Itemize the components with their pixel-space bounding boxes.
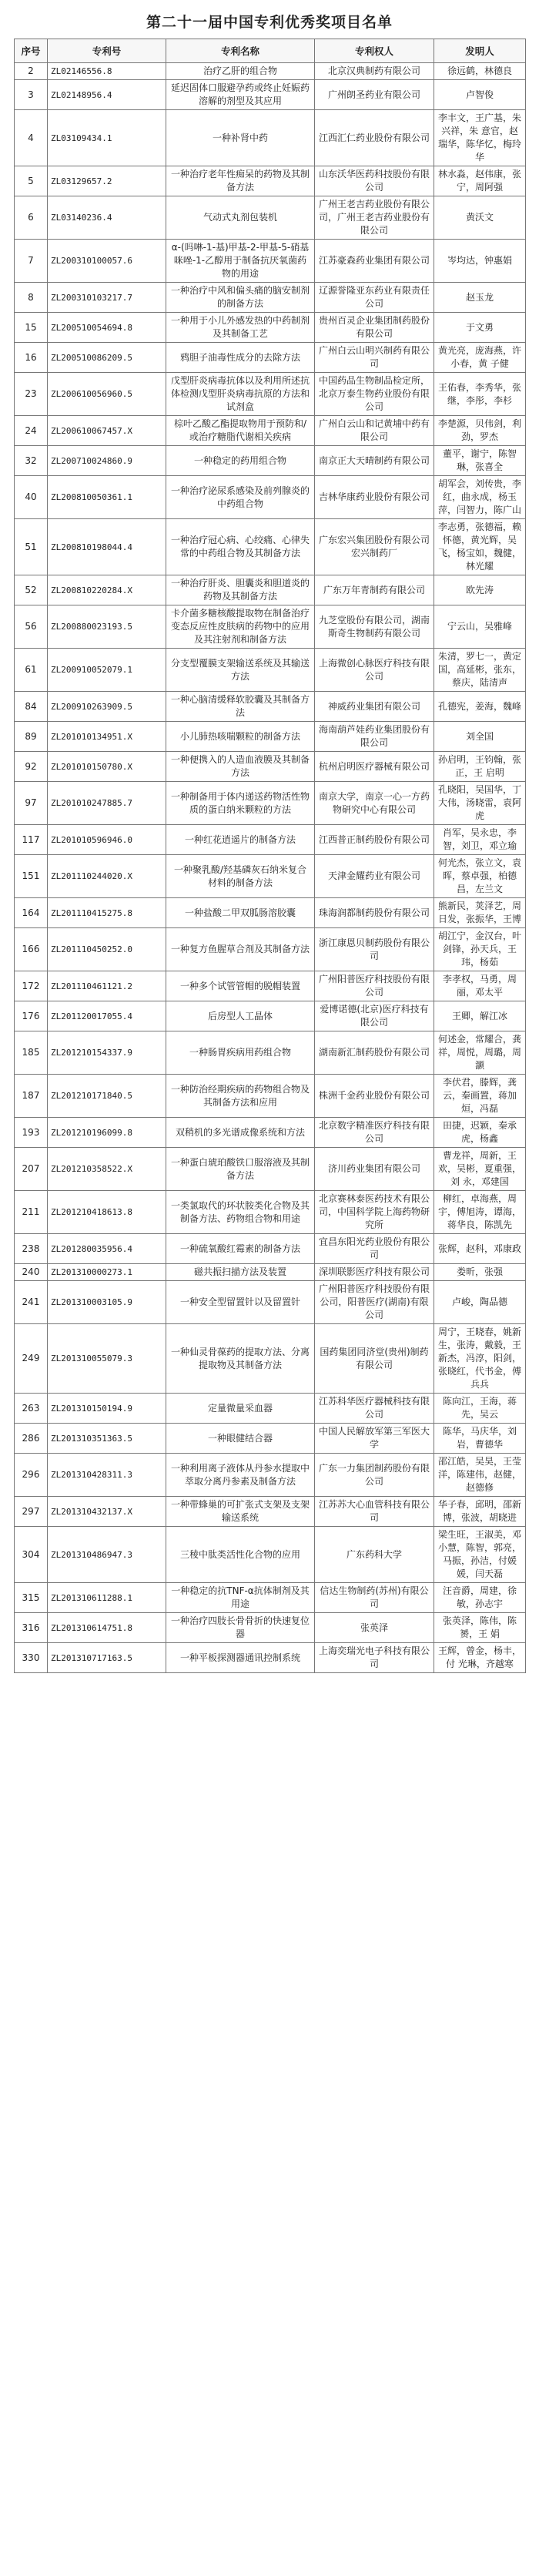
table-row — [15, 446, 526, 476]
cell-patent-name: 气动式丸剂包装机 — [166, 196, 315, 240]
table-row — [15, 110, 526, 166]
cell-inventor: 黄沃文 — [434, 196, 526, 240]
cell-patent-name: 一种聚乳酸/羟基磷灰石纳米复合材料的制备方法 — [166, 855, 315, 898]
cell-serial: 187 — [15, 1075, 48, 1118]
cell-inventor: 刘全国 — [434, 722, 526, 752]
cell-serial: 249 — [15, 1324, 48, 1394]
table-row — [15, 1394, 526, 1424]
cell-patent-name: 一种治疗冠心病、心绞痛、心律失常的中药组合物及其制备方法 — [166, 519, 315, 575]
cell-serial: 84 — [15, 692, 48, 722]
cell-inventor: 何光杰，张立文，袁晖，蔡卓强，柏德昌，左兰文 — [434, 855, 526, 898]
cell-serial: 286 — [15, 1424, 48, 1454]
cell-patent-number: ZL200310103217.7 — [48, 283, 166, 313]
table-row — [15, 1264, 526, 1281]
cell-patent-number: ZL201110415275.8 — [48, 898, 166, 928]
cell-patent-name: 鸦胆子油毒性成分的去除方法 — [166, 343, 315, 373]
table-row — [15, 1001, 526, 1031]
table-body — [15, 63, 526, 1673]
cell-patent-number: ZL201310717163.5 — [48, 1643, 166, 1673]
cell-inventor: 王辉，曾金，杨丰，付 光琳，齐越寒 — [434, 1643, 526, 1673]
cell-patentee: 株洲千金药业股份有限公司 — [315, 1075, 434, 1118]
cell-patent-name: 一种稳定的药用组合物 — [166, 446, 315, 476]
cell-patent-number: ZL201010150780.X — [48, 752, 166, 782]
cell-serial: 97 — [15, 782, 48, 825]
cell-patentee: 广州阳普医疗科技股份有限公司 — [315, 971, 434, 1001]
cell-serial: 117 — [15, 825, 48, 855]
cell-patent-number: ZL201280035956.4 — [48, 1234, 166, 1264]
table-row — [15, 1527, 526, 1583]
table-row — [15, 1148, 526, 1191]
cell-patentee: 九芝堂股份有限公司，湖南斯奇生物制药有限公司 — [315, 605, 434, 649]
cell-patent-number: ZL201310055079.3 — [48, 1324, 166, 1394]
cell-patent-number: ZL201310003105.9 — [48, 1281, 166, 1324]
cell-patent-number: ZL02148956.4 — [48, 80, 166, 110]
cell-patent-name: 一种心脑清缓释软胶囊及其制备方法 — [166, 692, 315, 722]
table-row — [15, 1324, 526, 1394]
cell-patentee: 江苏科华医疗器械科技有限公司 — [315, 1394, 434, 1424]
cell-serial: 315 — [15, 1583, 48, 1613]
table-row — [15, 166, 526, 196]
cell-patent-name: 戊型肝炎病毒抗体以及利用所述抗体检测戊型肝炎病毒抗原的方法和试剂盒 — [166, 373, 315, 416]
cell-patent-number: ZL03129657.2 — [48, 166, 166, 196]
cell-inventor: 华子春，邱明，邵新博，张波，胡晓进 — [434, 1497, 526, 1527]
cell-patent-number: ZL200310100057.6 — [48, 240, 166, 283]
cell-patent-number: ZL201210196099.8 — [48, 1118, 166, 1148]
page-title: 第二十一届中国专利优秀奖项目名单 — [146, 14, 393, 31]
cell-serial: 330 — [15, 1643, 48, 1673]
cell-patentee: 南京正大天晴制药有限公司 — [315, 446, 434, 476]
cell-serial: 24 — [15, 416, 48, 446]
table-row — [15, 752, 526, 782]
cell-patent-name: 三稜中肽类活性化合物的应用 — [166, 1527, 315, 1583]
cell-patentee: 珠海润都制药股份有限公司 — [315, 898, 434, 928]
cell-patent-number: ZL201310432137.X — [48, 1497, 166, 1527]
cell-patentee: 山东沃华医药科技股份有限公司 — [315, 166, 434, 196]
cell-patent-name: 一种复方鱼腥草合剂及其制备方法 — [166, 928, 315, 971]
cell-patentee: 爱博诺德(北京)医疗科技有限公司 — [315, 1001, 434, 1031]
cell-serial: 6 — [15, 196, 48, 240]
cell-patent-number: ZL201210171840.5 — [48, 1075, 166, 1118]
cell-serial: 166 — [15, 928, 48, 971]
cell-patent-name: 磁共振扫描方法及装置 — [166, 1264, 315, 1281]
table-row — [15, 1191, 526, 1234]
cell-inventor: 汪音爵，周建，徐敏，孙志宇 — [434, 1583, 526, 1613]
table-row — [15, 1118, 526, 1148]
cell-patent-name: 一种安全型留置针以及留置针 — [166, 1281, 315, 1324]
cell-patent-name: 一种盐酸二甲双胍肠溶胶囊 — [166, 898, 315, 928]
cell-inventor: 李丰文，王广基，朱兴祥，朱 意官，赵瑞华，陈华忆，梅玲华 — [434, 110, 526, 166]
cell-inventor: 田捷，迟颖，秦承虎，杨鑫 — [434, 1118, 526, 1148]
cell-inventor: 李孝权，马勇，周丽，邓太平 — [434, 971, 526, 1001]
table-row — [15, 825, 526, 855]
cell-patent-number: ZL200810220284.X — [48, 575, 166, 605]
cell-inventor: 黄光亮，庞海燕，许小春，黄 子健 — [434, 343, 526, 373]
cell-patentee: 张英泽 — [315, 1613, 434, 1643]
table-row — [15, 519, 526, 575]
cell-patentee: 湖南新汇制药股份有限公司 — [315, 1031, 434, 1075]
table-row — [15, 343, 526, 373]
cell-serial: 52 — [15, 575, 48, 605]
cell-inventor: 孔德宪，姜海，魏峰 — [434, 692, 526, 722]
cell-patent-name: 一种补肾中药 — [166, 110, 315, 166]
award-table — [14, 39, 526, 1673]
cell-patent-name: 一种治疗四肢长骨骨折的快速复位器 — [166, 1613, 315, 1643]
table-row — [15, 373, 526, 416]
cell-serial: 240 — [15, 1264, 48, 1281]
table-row — [15, 649, 526, 692]
table-row — [15, 313, 526, 343]
cell-patentee: 天津金耀药业有限公司 — [315, 855, 434, 898]
cell-inventor: 岑均达，钟惠娟 — [434, 240, 526, 283]
cell-inventor: 肖军，吴永忠，李智，刘卫，邓立瑜 — [434, 825, 526, 855]
cell-patent-number: ZL200810198044.4 — [48, 519, 166, 575]
cell-serial: 92 — [15, 752, 48, 782]
cell-patent-number: ZL201310351363.5 — [48, 1424, 166, 1454]
cell-serial: 40 — [15, 476, 48, 519]
table-row — [15, 855, 526, 898]
cell-patent-number: ZL201210358522.X — [48, 1148, 166, 1191]
table-row — [15, 1075, 526, 1118]
cell-serial: 211 — [15, 1191, 48, 1234]
cell-patent-name: 后房型人工晶体 — [166, 1001, 315, 1031]
cell-inventor: 柳红，卓海燕，周宇，傅旭涛，谭海，蒋华良，陈凯先 — [434, 1191, 526, 1234]
cell-patentee: 国药集团同济堂(贵州)制药有限公司 — [315, 1324, 434, 1394]
cell-patentee: 中国药品生物制品检定所，北京万泰生物药业股份有限公司 — [315, 373, 434, 416]
table-row — [15, 1234, 526, 1264]
cell-patent-name: 一种平板探测器通讯控制系统 — [166, 1643, 315, 1673]
cell-patentee: 吉林华康药业股份有限公司 — [315, 476, 434, 519]
cell-patentee: 广东药科大学 — [315, 1527, 434, 1583]
cell-patent-number: ZL201010596946.0 — [48, 825, 166, 855]
table-row — [15, 196, 526, 240]
cell-patent-name: 棕叶乙酸乙酯提取物用于预防和/或治疗糖脂代谢相关疾病 — [166, 416, 315, 446]
table-row — [15, 1643, 526, 1673]
table-row — [15, 240, 526, 283]
cell-patent-number: ZL200710024860.9 — [48, 446, 166, 476]
cell-patent-name: 一类氯取代的环状胺类化合物及其制备方法、药物组合物和用途 — [166, 1191, 315, 1234]
table-row — [15, 1613, 526, 1643]
cell-patent-name: 一种防治经期疾病的药物组合物及其制备方法和应用 — [166, 1075, 315, 1118]
cell-patentee: 南京大学，南京一心一方药物研究中心有限公司 — [315, 782, 434, 825]
cell-patent-name: 一种治疗肝炎、胆囊炎和胆道炎的药物及其制备方法 — [166, 575, 315, 605]
cell-serial: 8 — [15, 283, 48, 313]
cell-serial: 193 — [15, 1118, 48, 1148]
cell-patent-number: ZL201110244020.X — [48, 855, 166, 898]
cell-inventor: 李楚源，贝伟剑，利劲，罗杰 — [434, 416, 526, 446]
cell-patentee: 宜昌东阳光药业股份有限公司 — [315, 1234, 434, 1264]
cell-inventor: 王卿，解江冰 — [434, 1001, 526, 1031]
cell-inventor: 邵江皓，吴昊，王莹洋，陈建伟，赵健，赵德修 — [434, 1454, 526, 1497]
table-row — [15, 416, 526, 446]
cell-patentee: 广州阳普医疗科技股份有限公司，阳普医疗(湖南)有限公司 — [315, 1281, 434, 1324]
cell-patent-number: ZL201210154337.9 — [48, 1031, 166, 1075]
cell-patentee: 北京赛林泰医药技术有限公司，中国科学院上海药物研究所 — [315, 1191, 434, 1234]
cell-inventor: 宁云山，吴雅峰 — [434, 605, 526, 649]
table-row — [15, 1031, 526, 1075]
cell-inventor: 曹龙祥，周新，王 欢，吴彬，夏重强，刘 永，邓建国 — [434, 1148, 526, 1191]
cell-inventor: 徐远鹤，林德良 — [434, 63, 526, 80]
cell-patentee: 信达生物制药(苏州)有限公司 — [315, 1583, 434, 1613]
cell-patent-name: 一种肠胃疾病用药组合物 — [166, 1031, 315, 1075]
header-serial: 序号 — [15, 39, 48, 63]
cell-patent-number: ZL03109434.1 — [48, 110, 166, 166]
cell-patent-number: ZL200880023193.5 — [48, 605, 166, 649]
cell-serial: 304 — [15, 1527, 48, 1583]
cell-inventor: 娄昕，张强 — [434, 1264, 526, 1281]
cell-inventor: 卢峻，陶品德 — [434, 1281, 526, 1324]
cell-patent-name: 治疗乙肝的组合物 — [166, 63, 315, 80]
cell-patent-name: 一种蛋白琥珀酸铁口服溶液及其制备方法 — [166, 1148, 315, 1191]
cell-patent-name: 延迟固体口服避孕药或终止妊娠药溶解的剂型及其应用 — [166, 80, 315, 110]
cell-serial: 151 — [15, 855, 48, 898]
cell-patent-number: ZL200510086209.5 — [48, 343, 166, 373]
cell-patent-number: ZL201310150194.9 — [48, 1394, 166, 1424]
cell-inventor: 胡江宁，金汉台，叶剑锋，孙天兵，王玮，杨茹 — [434, 928, 526, 971]
cell-patentee: 广州朗圣药业有限公司 — [315, 80, 434, 110]
table-row — [15, 283, 526, 313]
cell-patent-number: ZL201310611288.1 — [48, 1583, 166, 1613]
cell-patentee: 济川药业集团有限公司 — [315, 1148, 434, 1191]
cell-patentee: 深圳联影医疗科技有限公司 — [315, 1264, 434, 1281]
cell-patent-number: ZL200510054694.8 — [48, 313, 166, 343]
cell-patent-name: 一种红花逍遥片的制备方法 — [166, 825, 315, 855]
cell-inventor: 孔晓阳，吴国华，丁大伟，汤晓雷，袁阿虎 — [434, 782, 526, 825]
cell-inventor: 何述金，常耀合，龚祥，周悦，周璐，周灏 — [434, 1031, 526, 1075]
cell-patentee: 北京数字精准医疗科技有限公司 — [315, 1118, 434, 1148]
cell-patentee: 中国人民解放军第三军医大学 — [315, 1424, 434, 1454]
cell-patentee: 江西汇仁药业股份有限公司 — [315, 110, 434, 166]
cell-inventor: 陈华，马庆华，刘岩，曹德华 — [434, 1424, 526, 1454]
cell-patent-number: ZL201110461121.2 — [48, 971, 166, 1001]
cell-patent-name: 一种治疗老年性痴呆的药物及其制备方法 — [166, 166, 315, 196]
cell-serial: 2 — [15, 63, 48, 80]
table-header-row — [15, 39, 526, 63]
cell-serial: 263 — [15, 1394, 48, 1424]
header-inventor: 发明人 — [434, 39, 526, 63]
cell-patent-name: 一种带蜂巢的可扩张式支架及支架输送系统 — [166, 1497, 315, 1527]
cell-patentee: 杭州启明医疗器械有限公司 — [315, 752, 434, 782]
cell-patent-number: ZL02146556.8 — [48, 63, 166, 80]
cell-patentee: 广州王老吉药业股份有限公司，广州王老吉药业股份有限公司 — [315, 196, 434, 240]
cell-serial: 207 — [15, 1148, 48, 1191]
table-row — [15, 898, 526, 928]
cell-patent-number: ZL201110450252.0 — [48, 928, 166, 971]
cell-patent-number: ZL201310486947.3 — [48, 1527, 166, 1583]
cell-serial: 89 — [15, 722, 48, 752]
cell-inventor: 董平，谢宁，陈智琳，张喜全 — [434, 446, 526, 476]
cell-serial: 61 — [15, 649, 48, 692]
cell-serial: 51 — [15, 519, 48, 575]
cell-patent-name: 分支型覆膜支架输送系统及其输送方法 — [166, 649, 315, 692]
cell-patent-number: ZL201010134951.X — [48, 722, 166, 752]
cell-serial: 238 — [15, 1234, 48, 1264]
cell-inventor: 周宁，王晓春，姚新生，张涛，戴毅，王新杰，冯淳，阳剑，张晓红，代书金，傅兵兵 — [434, 1324, 526, 1394]
table-row — [15, 722, 526, 752]
cell-patent-name: α-(吗啉-1-基)甲基-2-甲基-5-硝基咪唑-1-乙醇用于制备抗厌氧菌药物的用途 — [166, 240, 315, 283]
cell-serial: 23 — [15, 373, 48, 416]
table-row — [15, 575, 526, 605]
cell-serial: 7 — [15, 240, 48, 283]
cell-serial: 15 — [15, 313, 48, 343]
table-row — [15, 1454, 526, 1497]
cell-patentee: 贵州百灵企业集团制药股份有限公司 — [315, 313, 434, 343]
cell-serial: 32 — [15, 446, 48, 476]
cell-inventor: 张英泽，陈伟，陈赟，王 娟 — [434, 1613, 526, 1643]
cell-inventor: 李伏君，滕辉，龚云，秦画置，蒋加烜，冯磊 — [434, 1075, 526, 1118]
cell-inventor: 赵玉龙 — [434, 283, 526, 313]
header-patent-name: 专利名称 — [166, 39, 315, 63]
cell-patent-name: 一种稳定的抗TNF-α抗体制剂及其用途 — [166, 1583, 315, 1613]
cell-patent-name: 一种用于小儿外感发热的中药制剂及其制备工艺 — [166, 313, 315, 343]
cell-inventor: 胡军会，刘传贵，李红，曲永成，杨玉萍，闫智力，陈广山 — [434, 476, 526, 519]
table-row — [15, 1583, 526, 1613]
cell-patentee: 辽源誉隆亚东药业有限责任公司 — [315, 283, 434, 313]
cell-inventor: 陈向江，王海，蒋先，吴云 — [434, 1394, 526, 1424]
cell-patent-number: ZL200910263909.5 — [48, 692, 166, 722]
cell-patent-name: 一种利用离子液体从丹参水提取中萃取分离丹参素及制备方法 — [166, 1454, 315, 1497]
cell-patentee: 海南葫芦娃药业集团股份有限公司 — [315, 722, 434, 752]
cell-patent-number: ZL200810050361.1 — [48, 476, 166, 519]
cell-patentee: 江苏豪森药业集团有限公司 — [315, 240, 434, 283]
cell-patentee: 江西普正制药股份有限公司 — [315, 825, 434, 855]
cell-inventor: 欧先涛 — [434, 575, 526, 605]
cell-serial: 296 — [15, 1454, 48, 1497]
cell-inventor: 朱清，罗七一，黄定国，高延彬，张东，蔡庆，陆清声 — [434, 649, 526, 692]
cell-patent-number: ZL201310614751.8 — [48, 1613, 166, 1643]
cell-patent-number: ZL201310000273.1 — [48, 1264, 166, 1281]
table-row — [15, 928, 526, 971]
cell-patent-name: 小儿肺热咳喘颗粒的制备方法 — [166, 722, 315, 752]
cell-patentee: 江苏苏大心血管科技有限公司 — [315, 1497, 434, 1527]
cell-patentee: 广东万年青制药有限公司 — [315, 575, 434, 605]
cell-inventor: 卢智俊 — [434, 80, 526, 110]
cell-serial: 16 — [15, 343, 48, 373]
table-row — [15, 476, 526, 519]
cell-inventor: 李志勇，张德福，赖怀德，黄光辉，吴飞，杨宝如，魏健，林光耀 — [434, 519, 526, 575]
cell-inventor: 熊新民，荚泽艺，周日发，张振华，王博 — [434, 898, 526, 928]
cell-patent-name: 一种治疗中风和偏头痛的脑安制剂的制备方法 — [166, 283, 315, 313]
cell-patent-name: 一种仙灵骨葆药的提取方法、分离提取物及其制备方法 — [166, 1324, 315, 1394]
cell-patent-number: ZL201210418613.8 — [48, 1191, 166, 1234]
cell-patent-number: ZL201310428311.3 — [48, 1454, 166, 1497]
cell-patentee: 广州白云山明兴制药有限公司 — [315, 343, 434, 373]
cell-serial: 56 — [15, 605, 48, 649]
cell-serial: 5 — [15, 166, 48, 196]
cell-patent-name: 双稍机的多光谱成像系统和方法 — [166, 1118, 315, 1148]
cell-patentee: 广州白云山和记黄埔中药有限公司 — [315, 416, 434, 446]
cell-patent-name: 一种眼健结合器 — [166, 1424, 315, 1454]
table-row — [15, 80, 526, 110]
cell-patent-name: 定量微量采血器 — [166, 1394, 315, 1424]
cell-inventor: 王佑春，李秀华，张继，李彤，李杉 — [434, 373, 526, 416]
cell-patent-number: ZL201120017055.4 — [48, 1001, 166, 1031]
table-row — [15, 605, 526, 649]
cell-inventor: 张辉，赵科，邓康政 — [434, 1234, 526, 1264]
cell-patent-number: ZL200610067457.X — [48, 416, 166, 446]
table-row — [15, 1281, 526, 1324]
cell-serial: 172 — [15, 971, 48, 1001]
table-row — [15, 782, 526, 825]
table-row — [15, 692, 526, 722]
table-row — [15, 971, 526, 1001]
cell-serial: 164 — [15, 898, 48, 928]
cell-inventor: 孙启明，王钧翰，张正，王 启明 — [434, 752, 526, 782]
cell-serial: 4 — [15, 110, 48, 166]
cell-patentee: 广东一力集团制药股份有限公司 — [315, 1454, 434, 1497]
cell-serial: 185 — [15, 1031, 48, 1075]
cell-patent-name: 一种制备用于体内递送药物活性物质的蛋白纳米颗粒的方法 — [166, 782, 315, 825]
cell-patentee: 上海奕瑞光电子科技有限公司 — [315, 1643, 434, 1673]
cell-patentee: 浙江康恩贝制药股份有限公司 — [315, 928, 434, 971]
cell-patent-number: ZL201010247885.7 — [48, 782, 166, 825]
cell-patentee: 北京汉典制药有限公司 — [315, 63, 434, 80]
cell-serial: 176 — [15, 1001, 48, 1031]
cell-inventor: 梁生旺，王淑美，邓小慧，陈智，郭亮，马振，孙洁，付媛媛，闫天磊 — [434, 1527, 526, 1583]
table-row — [15, 63, 526, 80]
cell-patent-name: 一种治疗泌尿系感染及前列腺炎的中药组合物 — [166, 476, 315, 519]
cell-serial: 241 — [15, 1281, 48, 1324]
cell-serial: 297 — [15, 1497, 48, 1527]
cell-serial: 3 — [15, 80, 48, 110]
cell-patent-name: 一种硫氧酸红霉素的制备方法 — [166, 1234, 315, 1264]
cell-patentee: 广东宏兴集团股份有限公司宏兴制药厂 — [315, 519, 434, 575]
cell-patentee: 上海微创心脉医疗科技有限公司 — [315, 649, 434, 692]
cell-patentee: 神威药业集团有限公司 — [315, 692, 434, 722]
cell-patent-name: 一种多个试管管帽的脱帽装置 — [166, 971, 315, 1001]
header-patent-number: 专利号 — [48, 39, 166, 63]
cell-patent-number: ZL200610056960.5 — [48, 373, 166, 416]
table-row — [15, 1497, 526, 1527]
cell-patent-number: ZL200910052079.1 — [48, 649, 166, 692]
cell-patent-name: 卡介菌多糖核酸提取物在制备治疗变态反应性皮肤病的药物中的应用及其注射剂和制备方法 — [166, 605, 315, 649]
cell-inventor: 于文勇 — [434, 313, 526, 343]
cell-patent-number: ZL03140236.4 — [48, 196, 166, 240]
cell-inventor: 林水淼，赵伟康，张宁，周阿强 — [434, 166, 526, 196]
cell-serial: 316 — [15, 1613, 48, 1643]
table-row — [15, 1424, 526, 1454]
cell-patent-name: 一种便携入的人造血液膜及其制备方法 — [166, 752, 315, 782]
header-patentee: 专利权人 — [315, 39, 434, 63]
